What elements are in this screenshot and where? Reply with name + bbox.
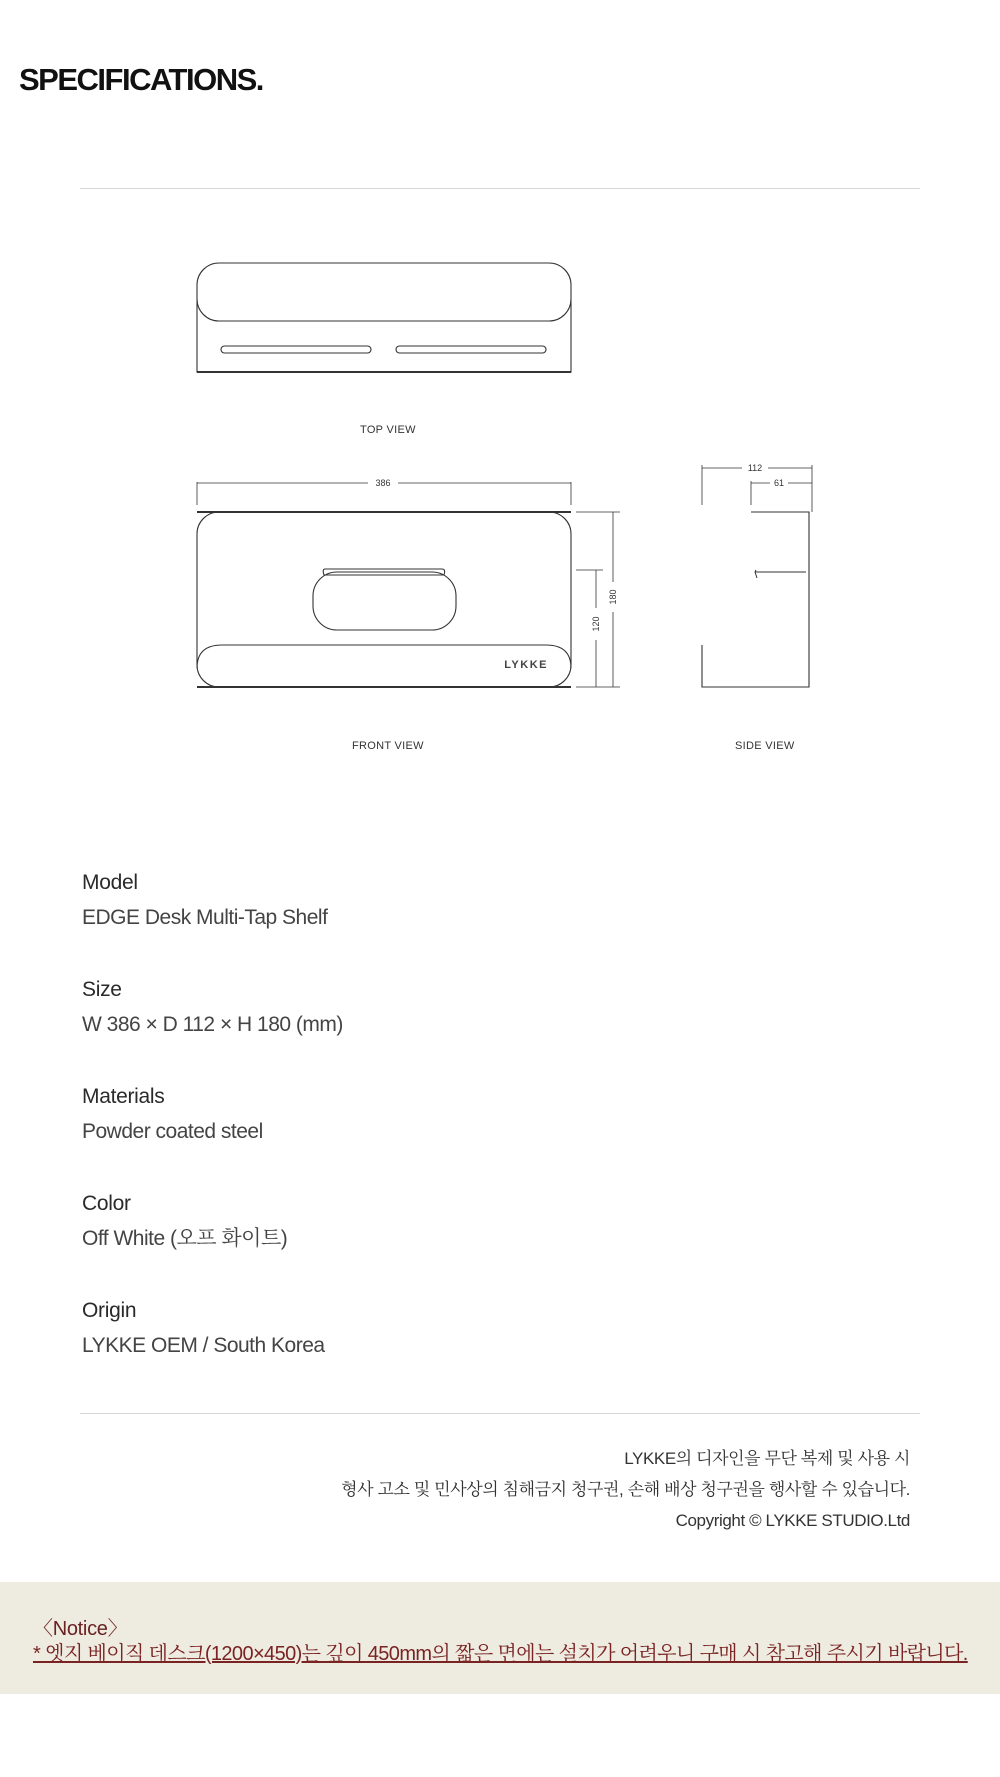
spec-value: LYKKE OEM / South Korea	[82, 1334, 325, 1357]
spec-value: Powder coated steel	[82, 1120, 263, 1143]
spec-label: Size	[82, 978, 122, 1001]
front-view-drawing	[197, 482, 620, 687]
technical-drawing	[0, 0, 1000, 800]
spec-label: Color	[82, 1192, 131, 1215]
spec-size	[82, 975, 882, 1082]
spec-list	[82, 868, 882, 1403]
bottom-divider	[80, 1413, 920, 1414]
notice-text: * 엣지 베이직 데스크(1200×450)는 깊이 450mm의 짧은 면에는 설치가 어려우니 구매 시 참고해 주시기 바랍니다.	[33, 1643, 968, 1665]
dim-height-lower-label: 120	[591, 616, 601, 632]
front-view-label: FRONT VIEW	[352, 740, 424, 752]
spec-color	[82, 1189, 882, 1296]
notice-banner	[0, 1582, 1000, 1694]
notice-title: 〈Notice〉	[33, 1618, 128, 1640]
side-view-label: SIDE VIEW	[735, 740, 795, 752]
copyright-line: LYKKE의 디자인을 무단 복제 및 사용 시	[624, 1449, 910, 1468]
top-view-label: TOP VIEW	[360, 424, 416, 436]
side-view-drawing	[702, 465, 812, 687]
top-view-drawing	[197, 263, 571, 372]
dim-height-total-label: 180	[608, 589, 618, 605]
spec-model	[82, 868, 882, 975]
spec-value: W 386 × D 112 × H 180 (mm)	[82, 1013, 343, 1036]
spec-value: EDGE Desk Multi-Tap Shelf	[82, 906, 328, 929]
dim-width-label: 386	[375, 478, 391, 488]
copyright-line: Copyright © LYKKE STUDIO.Ltd	[675, 1511, 910, 1530]
brand-mark: LYKKE	[504, 659, 548, 671]
spec-materials	[82, 1082, 882, 1189]
spec-origin	[82, 1296, 882, 1403]
spec-label: Model	[82, 871, 138, 894]
spec-label: Materials	[82, 1085, 165, 1108]
dim-depth-total-label: 112	[747, 463, 763, 473]
spec-label: Origin	[82, 1299, 137, 1322]
dim-depth-inner-label: 61	[773, 478, 785, 488]
page-title: SPECIFICATIONS.	[19, 62, 263, 97]
spec-value: Off White (오프 화이트)	[82, 1227, 288, 1250]
copyright-notice	[341, 1443, 910, 1536]
copyright-line: 형사 고소 및 민사상의 침해금지 청구권, 손해 배상 청구권을 행사할 수 있습니다.	[341, 1480, 910, 1499]
